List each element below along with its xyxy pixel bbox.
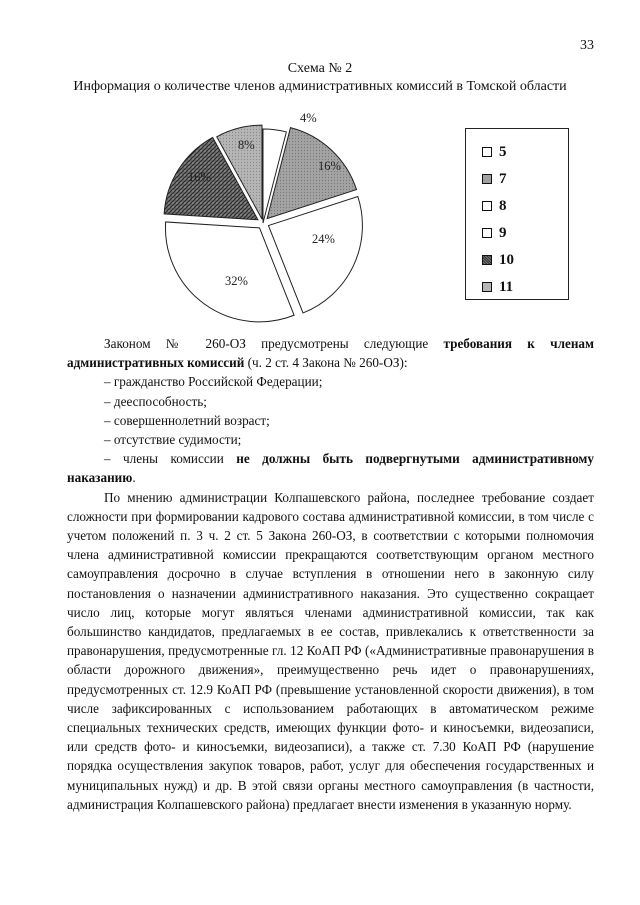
legend-label: 11 [499, 278, 514, 295]
legend-label: 8 [499, 197, 507, 214]
pie-slice-label: 4% [300, 111, 317, 125]
legend-item-5 [482, 142, 507, 162]
legend-label: 5 [499, 143, 507, 160]
pie-slice-label: 32% [225, 274, 248, 288]
last-item-text: – члены комиссии [104, 451, 237, 467]
legend-label: 9 [499, 224, 507, 241]
pie-slice-label: 8% [238, 138, 255, 152]
list-item: – гражданство Российской Федерации; [104, 374, 323, 390]
legend-swatch [482, 228, 492, 238]
legend-item-7 [482, 169, 507, 189]
legend-swatch [482, 201, 492, 211]
legend-swatch [482, 174, 492, 184]
list-item: – совершеннолетний возраст; [104, 412, 270, 428]
scheme-title: Схема № 2 [287, 61, 353, 76]
pie-chart-area [60, 110, 580, 325]
pie-slice-label: 16% [318, 159, 341, 173]
chart-legend [465, 128, 569, 300]
scheme-title-block [0, 60, 640, 96]
pie-slice-label: 24% [312, 232, 335, 246]
legend-swatch [482, 147, 492, 157]
opinion-paragraph: По мнению администрации Колпашевского района, последнее требование создает сложности при формировании кадрового состава административной комиссии, в том числе с учетом положений п. 3 ч. 2 ст. 5 Закона 260-ОЗ, в соответствии с которыми полномочия члена административной комиссии прекращаются соответствующим органом местного самоуправления досрочно в случае вступления в отношении него в законную силу постановления о назначении административного наказания. Это существенно сокращает число лиц, которые могут являться членами административной комиссии, так как большинство кандидатов, предлагаемых в ее состав, привлекались к ответственности за правонарушения, предусмотренные гл. 12 КоАП РФ («Административные правонарушения в области дорожного движения», преимущественно речь идет о правонарушениях, предусмотренных ст. 12.9 КоАП РФ (превышение установленной скорости движения), в том числе зафиксированных с использованием работающих в автоматическом режиме специальных технических средств, имеющих функции фото- и киносъемки, видеозаписи, или средств фото- и киносъемки, видеозаписи), а также ст. 7.30 КоАП РФ (нарушение порядка осуществления закупок товаров, работ, услуг для обеспечения государственных и муниципальных нужд) и др. В этой связи органы местного самоуправления (в частности, администрация Колпашевского района) предлагает внести изменения в указанную норму. [67, 489, 594, 812]
legend-item-9 [482, 223, 507, 243]
list-item-last [67, 449, 594, 487]
pie-chart [60, 110, 460, 325]
scheme-subtitle: Информация о количестве членов административных комиссий в Томской области [73, 79, 567, 94]
legend-item-10 [482, 250, 514, 270]
page-number: 33 [580, 38, 594, 53]
body-text [67, 334, 594, 814]
last-item-bold-text: не должны быть подвергнутыми административному наказанию [67, 451, 594, 486]
law-reference-text: (ч. 2 ст. 4 Закона № 260-ОЗ): [244, 355, 408, 371]
legend-label: 10 [499, 251, 514, 268]
pie-slice-label: 16% [188, 170, 211, 184]
law-intro-text: Законом № 260-ОЗ предусмотрены следующие [104, 336, 444, 351]
legend-item-8 [482, 196, 507, 216]
requirements-paragraph [67, 334, 594, 372]
legend-label: 7 [499, 170, 507, 187]
legend-swatch [482, 255, 492, 265]
last-item-end: . [132, 470, 136, 486]
list-item: – отсутствие судимости; [104, 432, 242, 448]
list-item: – дееспособность; [104, 393, 207, 409]
legend-swatch [482, 282, 492, 292]
requirements-bold-text: требования к членам административных комиссий [67, 336, 594, 371]
legend-item-11 [482, 277, 513, 297]
